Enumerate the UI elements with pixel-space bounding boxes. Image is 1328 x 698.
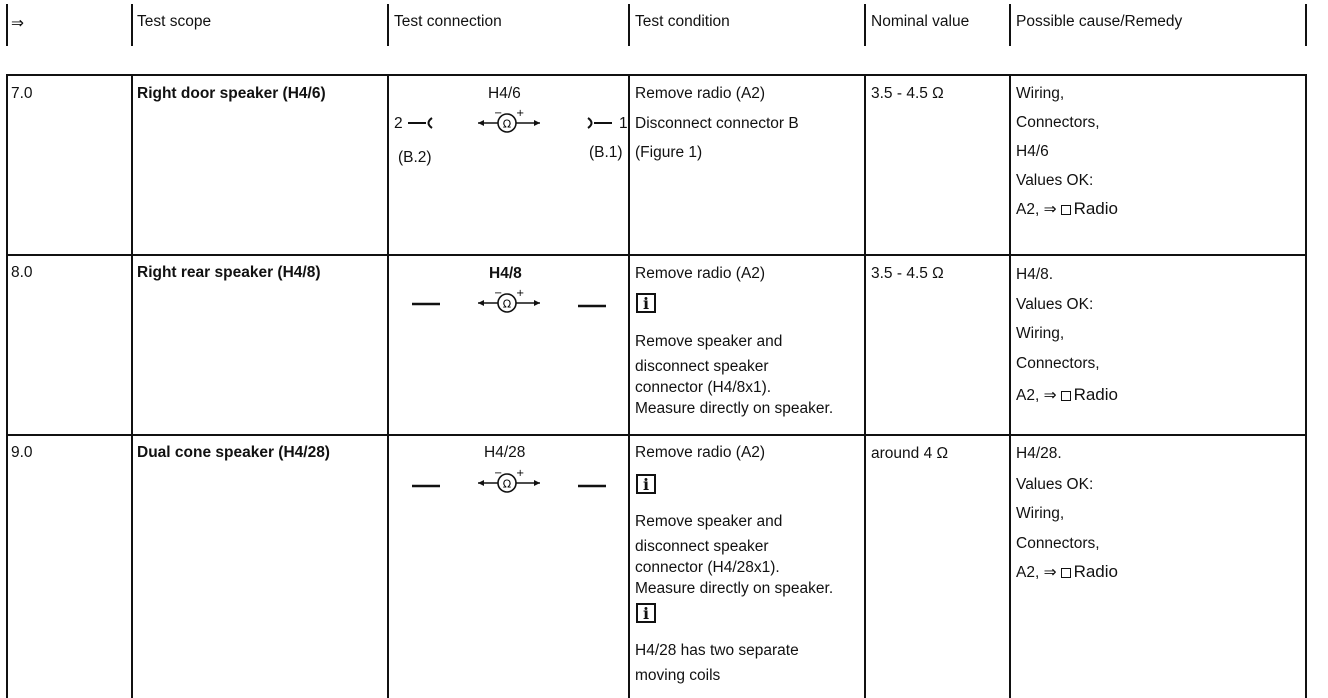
test-scope: Dual cone speaker (H4/28) [137,444,330,461]
svg-text:−: − [494,108,503,119]
info-icon: i [636,603,656,623]
svg-text:−: − [494,468,503,479]
nominal-value: 3.5 - 4.5 Ω [871,85,944,102]
step-number: 9.0 [11,444,33,461]
radio-link[interactable]: Radio [1073,562,1118,581]
cause-line: Connectors, [1016,535,1100,552]
link-box-icon [1061,568,1071,578]
right-pin: 1 [619,115,628,132]
remedy-prefix: A2, ⇒ [1016,564,1057,581]
link-box-icon [1061,205,1071,215]
info-line: Remove speaker and [635,333,783,350]
info-line: disconnect speaker [635,538,769,555]
info-line: moving coils [635,667,721,684]
info-line: disconnect speaker [635,358,769,375]
ohmmeter-icon [476,288,542,314]
svg-text:Ω: Ω [502,477,512,491]
cause-line: Wiring, [1016,325,1065,342]
cause-line: Values OK: [1016,172,1094,189]
test-scope: Right door speaker (H4/6) [137,85,326,102]
svg-text:+: + [516,468,525,479]
cause-line: H4/6 [1016,143,1049,160]
nominal-value: 3.5 - 4.5 Ω [871,265,944,282]
cause-line: Connectors, [1016,114,1100,131]
remedy-prefix: A2, ⇒ [1016,387,1057,404]
right-lead-icon [576,482,608,490]
right-connector-icon [586,116,616,130]
svg-text:Ω: Ω [502,297,512,311]
info-line: H4/28 has two separate [635,642,799,659]
condition-line: Remove radio (A2) [635,444,766,461]
info-icon: i [636,293,656,313]
left-lead-icon [410,482,442,490]
cause-line: Values OK: [1016,296,1094,313]
info-line: Measure directly on speaker. [635,580,834,597]
condition-line: (Figure 1) [635,144,703,161]
test-scope: Right rear speaker (H4/8) [137,264,321,281]
header-nominal-value: Nominal value [871,13,970,30]
ohmmeter-icon [476,468,542,494]
header-test-connection: Test connection [394,13,502,30]
remedy [1016,563,1118,581]
condition-line: Disconnect connector B [635,115,799,132]
remedy-prefix: A2, ⇒ [1016,201,1057,218]
step-number: 7.0 [11,85,33,102]
radio-link[interactable]: Radio [1073,199,1118,218]
remedy [1016,200,1118,218]
svg-text:+: + [516,108,525,119]
step-number: 8.0 [11,264,33,281]
header-test-scope: Test scope [137,13,212,30]
condition-line: Remove radio (A2) [635,85,766,102]
left-lead-icon [410,300,442,308]
connection-label: H4/6 [488,85,521,102]
info-line: Remove speaker and [635,513,783,530]
cause-line: H4/8. [1016,266,1054,283]
header-possible-cause: Possible cause/Remedy [1016,13,1183,30]
info-icon: i [636,474,656,494]
right-lead-icon [576,302,608,310]
header-test-condition: Test condition [635,13,730,30]
connection-label: H4/8 [489,265,522,282]
cause-line: Values OK: [1016,476,1094,493]
condition-line: Remove radio (A2) [635,265,766,282]
cause-line: Connectors, [1016,355,1100,372]
cause-line: H4/28. [1016,445,1062,462]
cause-line: Wiring, [1016,505,1065,522]
remedy [1016,386,1118,404]
info-line: Measure directly on speaker. [635,400,834,417]
arrow-icon: ⇒ [11,15,24,32]
info-line: connector (H4/8x1). [635,379,772,396]
link-box-icon [1061,391,1071,401]
cause-line: Wiring, [1016,85,1065,102]
right-pin-ref: (B.1) [589,144,623,161]
left-connector-icon [406,116,436,130]
ohmmeter-icon [476,108,542,134]
svg-text:+: + [516,288,525,299]
left-pin-ref: (B.2) [398,149,432,166]
info-line: connector (H4/28x1). [635,559,780,576]
nominal-value: around 4 Ω [871,445,949,462]
svg-text:−: − [494,288,503,299]
svg-text:Ω: Ω [502,117,512,131]
connection-label: H4/28 [484,444,526,461]
left-pin: 2 [394,115,403,132]
radio-link[interactable]: Radio [1073,385,1118,404]
